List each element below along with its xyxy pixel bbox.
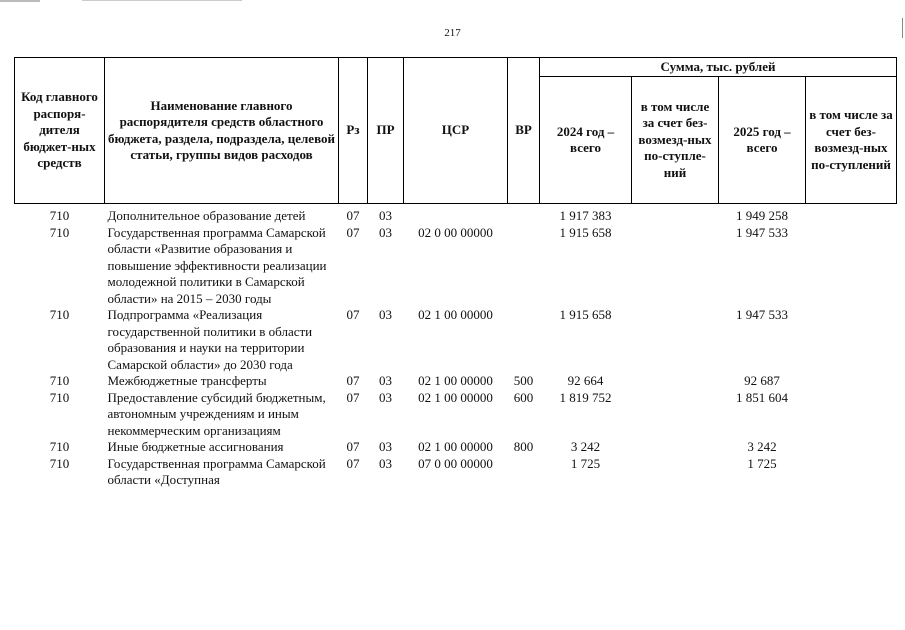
cell-rz: 07 — [346, 389, 360, 405]
header-sum-group: Сумма, тыс. рублей — [540, 58, 897, 77]
header-rz: Рз — [339, 58, 368, 204]
cell-2024-gratis — [632, 456, 719, 489]
cell-2024-total: 92 664 — [567, 373, 604, 388]
cell-vr — [508, 204, 540, 225]
cell-2024-gratis — [632, 204, 719, 225]
cell-code: 710 — [49, 389, 70, 405]
cell-2024-total: 1 915 658 — [559, 224, 612, 240]
cell-2024-total: 1 819 752 — [559, 389, 612, 405]
cell-pr: 03 — [379, 389, 392, 405]
header-2024-gratis: в том числе за счет без-возмезд-ных по-ступле-ний — [632, 77, 719, 204]
cell-pr: 03 — [379, 373, 392, 388]
cell-2025-gratis — [806, 456, 897, 489]
cell-csr: 02 1 00 00000 — [418, 389, 493, 405]
cell-2025-gratis — [806, 373, 897, 390]
cell-csr: 02 0 00 00000 — [418, 224, 493, 240]
header-2025-gratis: в том числе за счет без-возмезд-ных по-ступлений — [806, 77, 897, 204]
header-2025-total: 2025 год – всего — [719, 77, 806, 204]
cell-pr: 03 — [379, 439, 392, 454]
cell-pr: 03 — [379, 455, 392, 471]
scan-artifact — [82, 0, 242, 1]
cell-csr: 07 0 00 00000 — [418, 455, 493, 471]
cell-rz: 07 — [346, 307, 360, 322]
cell-2025-total: 3 242 — [747, 439, 777, 454]
cell-2025-total: 92 687 — [744, 373, 780, 388]
table-row — [15, 456, 897, 489]
header-2024-total: 2024 год – всего — [540, 77, 632, 204]
page-number: 217 — [444, 27, 461, 39]
cell-code: 710 — [49, 439, 70, 454]
cell-code: 710 — [49, 307, 70, 322]
cell-2024-gratis — [632, 225, 719, 308]
cell-pr: 03 — [379, 307, 392, 322]
cell-vr: 500 — [513, 373, 534, 388]
table-row — [15, 307, 897, 373]
header-name: Наименование главного распорядителя средств областного бюджета, раздела, подраздела, целевой статьи, группы видов расходов — [105, 58, 339, 204]
table-row — [15, 373, 897, 390]
cell-pr: 03 — [379, 224, 392, 240]
cell-csr: 02 1 00 00000 — [418, 373, 493, 388]
cell-rz: 07 — [346, 208, 360, 223]
cell-code: 710 — [49, 373, 70, 388]
table-row — [15, 439, 897, 456]
header-vr: ВР — [508, 58, 540, 204]
cell-rz: 07 — [346, 224, 360, 240]
cell-code: 710 — [49, 455, 70, 471]
cell-vr: 600 — [513, 389, 534, 405]
cell-code: 710 — [49, 224, 70, 240]
header-pr: ПР — [368, 58, 404, 204]
cell-vr — [508, 456, 540, 489]
cell-csr — [404, 204, 508, 225]
cell-vr: 800 — [513, 439, 534, 454]
cell-name: Государственная программа Самарской области «Доступная — [107, 455, 326, 487]
cell-2024-gratis — [632, 373, 719, 390]
cell-2024-total: 1 915 658 — [559, 307, 612, 322]
cell-csr: 02 1 00 00000 — [418, 307, 493, 322]
cell-code: 710 — [49, 208, 70, 223]
budget-table — [14, 57, 897, 489]
cell-2025-gratis — [806, 307, 897, 373]
header-code: Код главного распоря-дителя бюджет-ных средств — [15, 58, 105, 204]
cell-2025-gratis — [806, 225, 897, 308]
cell-2024-gratis — [632, 307, 719, 373]
cell-2025-total: 1 947 533 — [736, 224, 788, 240]
cell-2024-gratis — [632, 390, 719, 440]
cell-name: Иные бюджетные ассигнования — [107, 439, 284, 454]
cell-name: Государственная программа Самарской области «Развитие образования и повышение эффективности реализации молодежной политики в Самарской области» на 2015 – 2030 годы — [107, 224, 327, 306]
cell-2024-total: 1 917 383 — [559, 208, 612, 223]
cell-2024-total: 1 725 — [570, 455, 601, 471]
cell-rz: 07 — [346, 455, 360, 471]
cell-rz: 07 — [346, 439, 360, 454]
table-row — [15, 225, 897, 308]
cell-vr — [508, 225, 540, 308]
table-row — [15, 204, 897, 225]
cell-2024-gratis — [632, 439, 719, 456]
table-row — [15, 390, 897, 440]
cell-2025-total: 1 851 604 — [736, 389, 788, 405]
cell-2025-total: 1 947 533 — [736, 307, 788, 322]
cell-2025-gratis — [806, 390, 897, 440]
cell-name: Межбюджетные трансферты — [107, 373, 267, 388]
cell-name: Подпрограмма «Реализация государственной политики в области образования и науки на территории Самарской области» до 2030 года — [107, 307, 313, 372]
cell-name: Дополнительное образование детей — [107, 208, 306, 223]
header-csr: ЦСР — [404, 58, 508, 204]
cell-2025-total: 1 949 258 — [736, 208, 788, 223]
cell-2025-gratis — [806, 204, 897, 225]
cell-pr: 03 — [379, 208, 392, 223]
cell-vr — [508, 307, 540, 373]
cell-rz: 07 — [346, 373, 360, 388]
cell-name: Предоставление субсидий бюджетным, автономным учреждениям и иным некоммерческим организациям — [107, 389, 326, 438]
scan-artifact — [0, 0, 40, 2]
cell-csr: 02 1 00 00000 — [418, 439, 493, 454]
cell-2025-gratis — [806, 439, 897, 456]
cell-2025-total: 1 725 — [747, 455, 777, 471]
cell-2024-total: 3 242 — [570, 439, 601, 454]
